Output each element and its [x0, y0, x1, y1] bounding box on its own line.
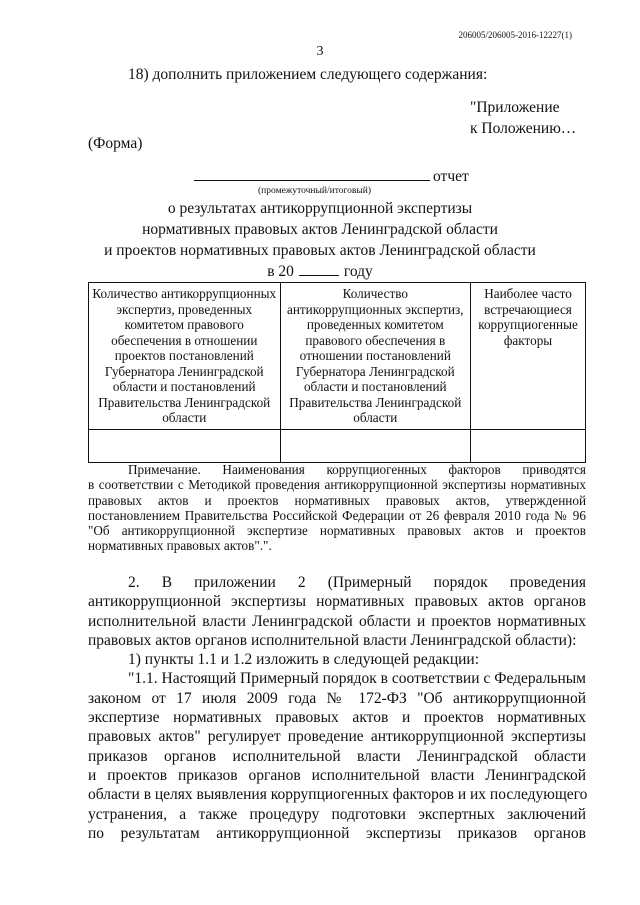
year-prefix: в 20 — [267, 263, 294, 280]
body-line: исполнительной власти Ленинградской области и проектов нормативных — [88, 612, 586, 630]
body-line: экспертизе нормативных правовых актов и проектов нормативных — [88, 709, 586, 727]
body-line: законом от 17 июля 2009 года № 172-ФЗ "Об антикоррупционной — [88, 689, 586, 707]
body-line: по результатам антикоррупционной экспертизы приказов органов — [88, 824, 586, 842]
body-line: устранения, а также процедуру подготовки экспертных заключений — [88, 805, 586, 823]
year-blank — [299, 263, 339, 276]
table-header-row — [89, 283, 586, 430]
report-word: отчет — [433, 168, 469, 185]
appendix-line-1: "Приложение — [470, 99, 560, 116]
title-line-2: нормативных правовых актов Ленинградской области — [142, 221, 498, 238]
note-line: нормативных правовых актов".". — [88, 538, 272, 554]
body-line: 1) пункты 1.1 и 1.2 изложить в следующей редакции: — [128, 651, 480, 669]
body-line: "1.1. Настоящий Примерный порядок в соответствии с Федеральным — [128, 670, 586, 688]
appendix-line-2: к Положению… — [470, 120, 577, 137]
header-cell-factors: Наиболее часто встречающиеся коррупциогенные факторы — [471, 283, 586, 430]
note-line: "Об антикоррупционной экспертизе нормативных правовых актов и проектов — [88, 523, 586, 539]
page-number: 3 — [316, 44, 324, 59]
body-line: 2. В приложении 2 (Примерный порядок проведения — [128, 574, 586, 591]
report-year — [0, 261, 640, 282]
body-text — [88, 573, 586, 843]
report-title — [0, 198, 640, 282]
report-heading — [194, 168, 494, 186]
report-type-blank — [194, 168, 430, 181]
body-line: приказов органов исполнительной власти Ленинградской области — [88, 747, 586, 765]
note-line: в соответствии с Методикой проведения антикоррупционной экспертизы нормативных — [88, 477, 586, 493]
body-line: правовых актов органов исполнительной власти Ленинградской области): — [88, 631, 577, 649]
report-table — [88, 282, 586, 463]
body-line: и проектов приказов органов исполнительной власти Ленинградской — [88, 766, 586, 784]
note-line: правовых актов и проектов нормативных правовых актов, утвержденной — [88, 492, 586, 508]
table-cell — [471, 429, 586, 462]
body-line: антикоррупционной экспертизы нормативных правовых актов органов — [88, 593, 586, 611]
report-type-hint: (промежуточный/итоговый) — [258, 186, 371, 196]
table-cell — [89, 429, 281, 462]
body-line: области в целях выявления коррупциогенных факторов и их последующего — [88, 786, 588, 804]
document-number: 206005/206005-2016-12227(1) — [458, 30, 572, 40]
body-line: правовых актов" регулирует проведение антикоррупционной экспертизы — [88, 728, 586, 746]
item-18-text: 18) дополнить приложением следующего содержания: — [128, 66, 488, 83]
note-line: постановлением Правительства Российской Федерации от 26 февраля 2010 года № 96 — [88, 507, 586, 523]
table-footnote — [88, 462, 586, 554]
header-cell-draft-expertises: Количество антикоррупционных экспертиз, проведенных комитетом правового обеспечения в отношении проектов постановлений Губернатора Ленинградской области и постановлений Правительства Ленинградской области — [89, 283, 281, 430]
table-row — [89, 429, 586, 462]
appendix-reference — [470, 97, 576, 139]
note-line: Примечание. Наименования коррупциогенных факторов приводятся — [128, 462, 586, 477]
title-line-1: о результатах антикоррупционной экспертизы — [167, 200, 473, 217]
title-line-3: и проектов нормативных правовых актов Ленинградской области — [104, 242, 536, 259]
table-cell — [280, 429, 471, 462]
form-label: (Форма) — [88, 135, 143, 152]
header-cell-act-expertises: Количество антикоррупционных экспертиз, проведенных комитетом правового обеспечения в отношении постановлений Губернатора Ленинградской области и постановлений Правительства Ленинградской области — [280, 283, 471, 430]
year-suffix: году — [343, 263, 373, 280]
